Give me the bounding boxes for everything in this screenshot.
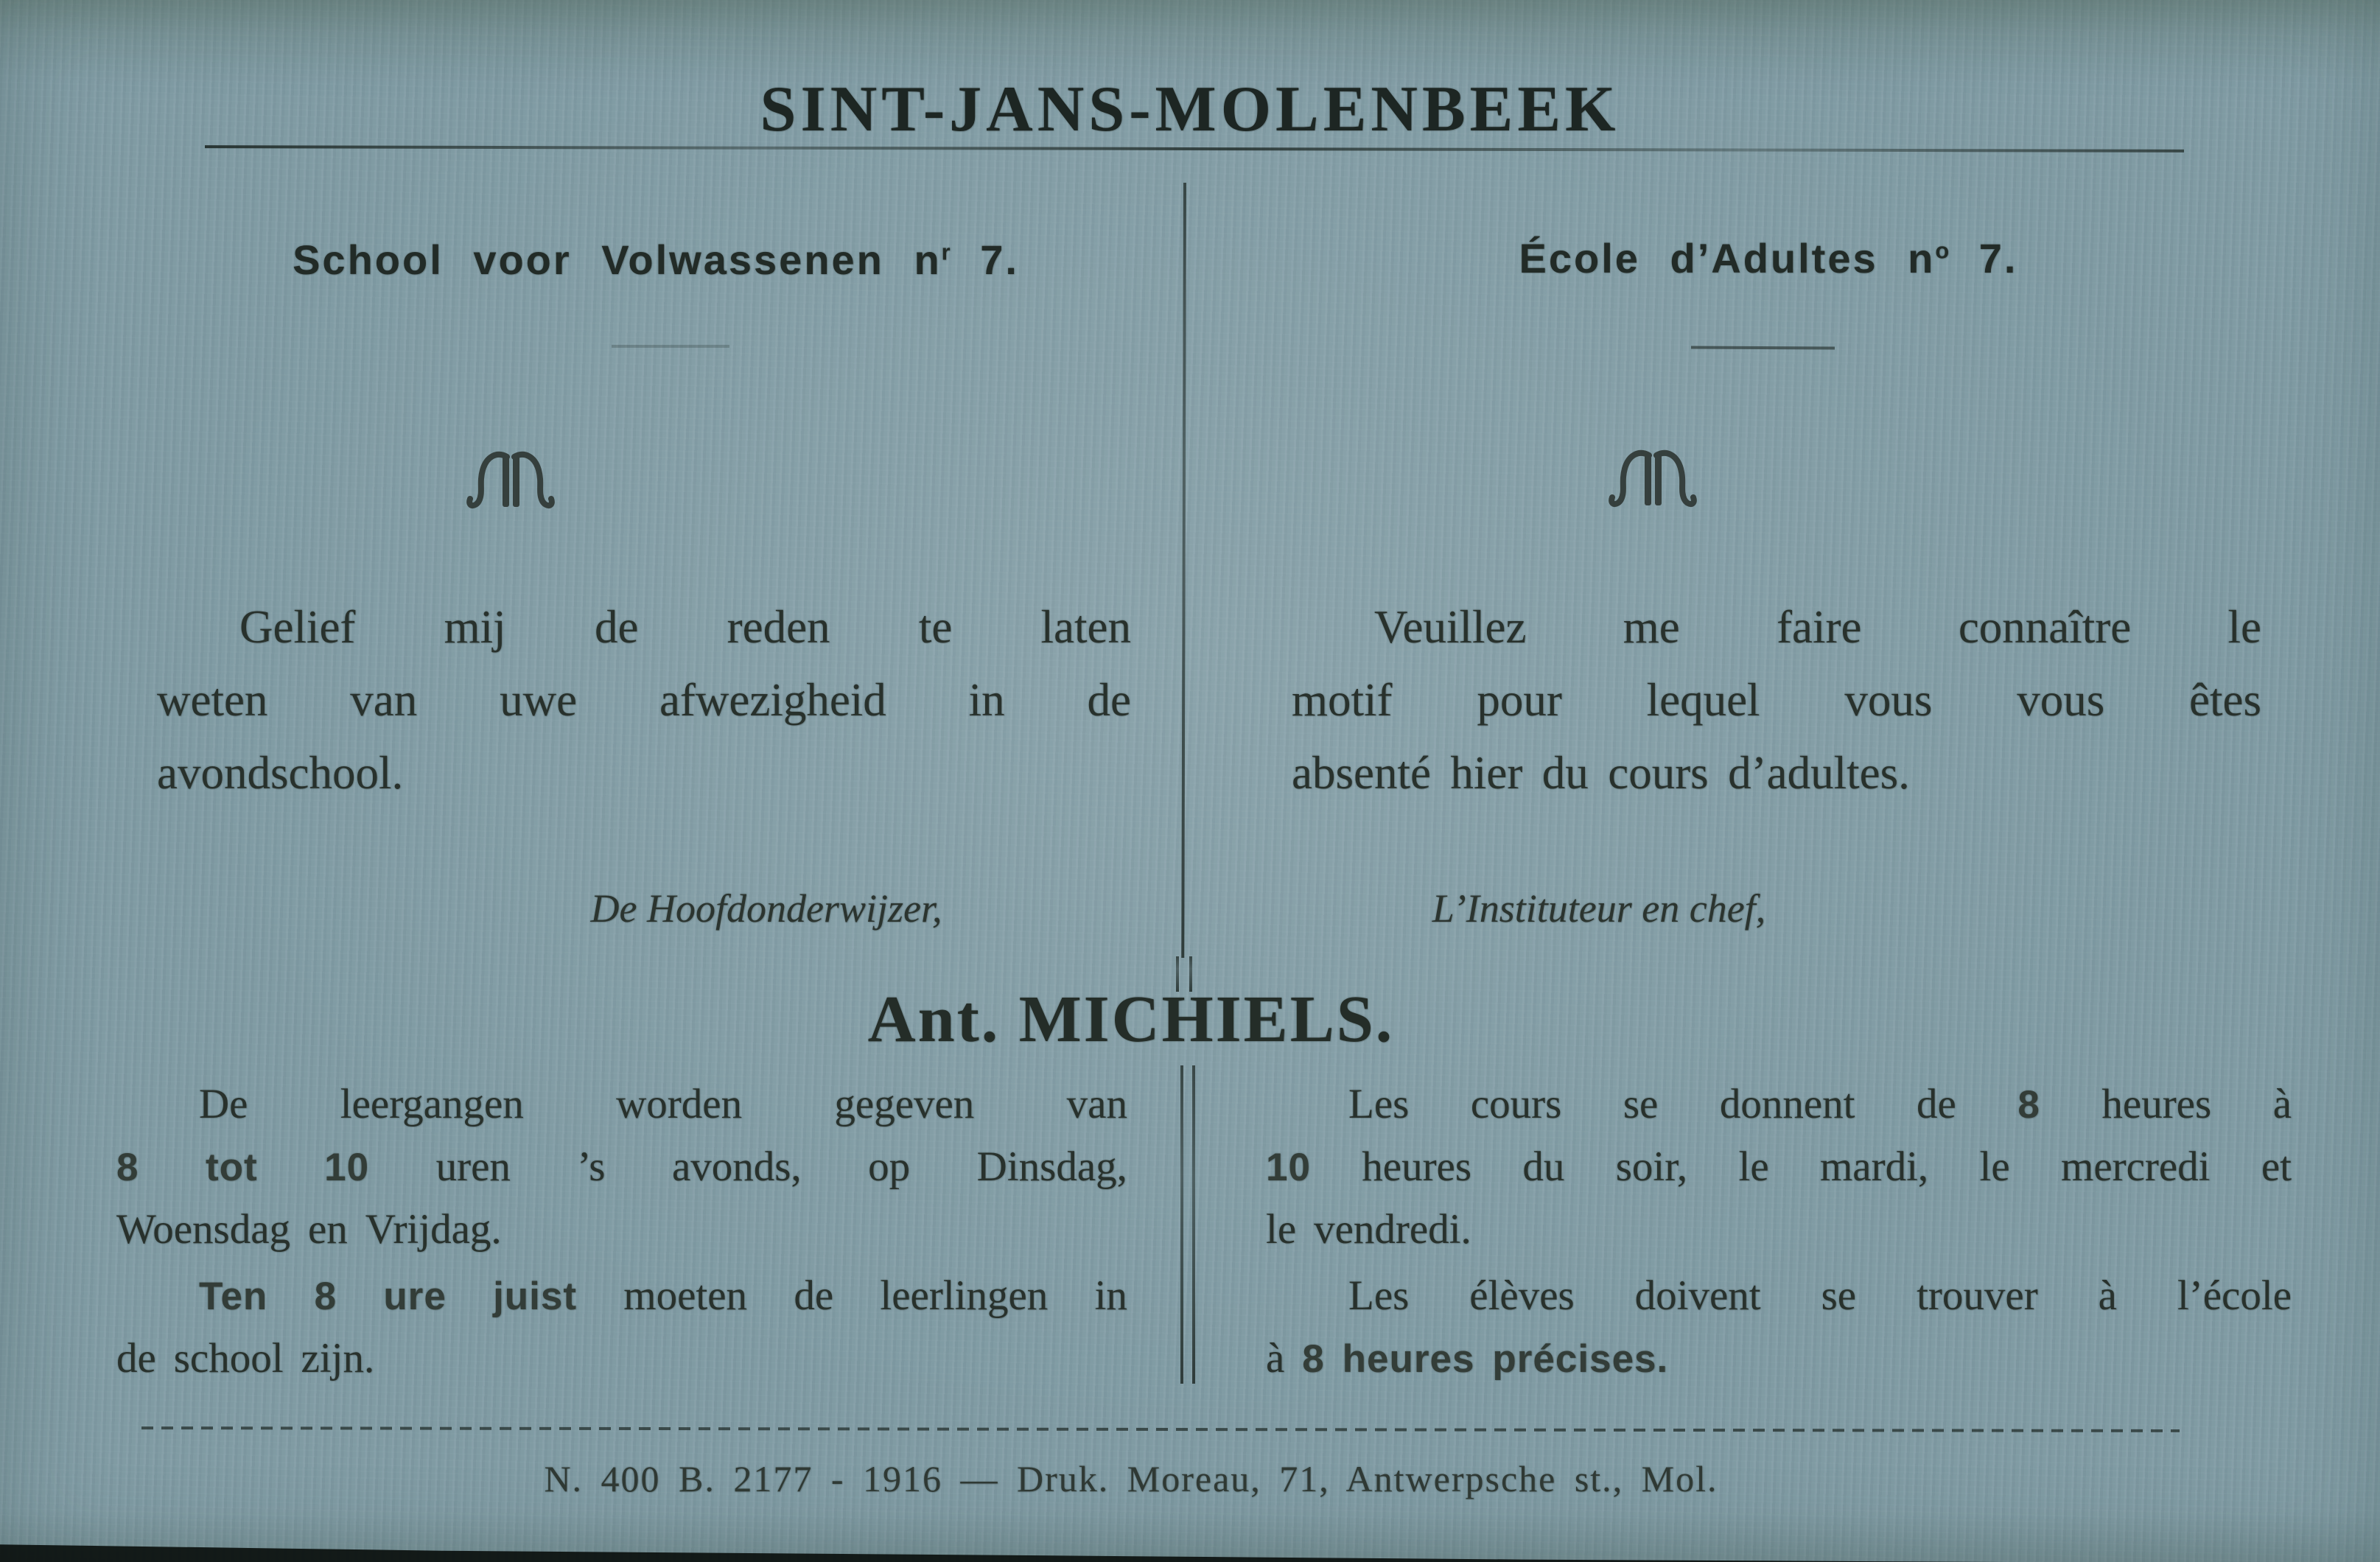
word: reden: [727, 601, 830, 653]
text-line: [116, 1272, 1127, 1334]
signature-name: Ant. MICHIELS.: [867, 983, 1395, 1056]
word: êtes: [2189, 674, 2261, 726]
word: du: [1541, 747, 1589, 799]
text-line: [157, 746, 1131, 819]
french-punctuality-paragraph: [1266, 1272, 2292, 1397]
word: ure: [383, 1275, 447, 1318]
word: cours: [1470, 1081, 1562, 1127]
word: donnent: [1719, 1081, 1855, 1127]
word: juist: [493, 1275, 578, 1318]
text-line: [1266, 1272, 2292, 1334]
word: à: [1266, 1335, 1285, 1381]
word: de: [594, 601, 639, 653]
word: vous: [2017, 674, 2105, 726]
text-line: [1266, 1080, 2292, 1143]
word: soir,: [1615, 1144, 1688, 1190]
text-line: [116, 1205, 1127, 1268]
text-line: [1266, 1143, 2292, 1205]
word: mij: [444, 601, 506, 653]
page-title: SINT-JANS-MOLENBEEK: [760, 74, 1620, 145]
text-line: [116, 1143, 1127, 1205]
word: leerlingen: [880, 1272, 1049, 1319]
word: précises.: [1492, 1337, 1669, 1381]
word: Les: [1348, 1081, 1410, 1127]
word: cours: [1608, 747, 1709, 799]
monogram-ornament-icon: [1605, 444, 1701, 517]
word: à: [2098, 1272, 2117, 1319]
dutch-header-superscript: r: [941, 239, 951, 265]
word: élèves: [1469, 1272, 1575, 1319]
dutch-signature-label: De Hoofdonderwijzer,: [590, 886, 942, 931]
scan-edge-shadow: [0, 1537, 2004, 1562]
word: Les: [1348, 1272, 1410, 1319]
word: worden: [616, 1081, 743, 1127]
word: Ten: [199, 1275, 268, 1318]
word: de: [794, 1272, 834, 1319]
word: in: [1094, 1272, 1127, 1319]
word: moeten: [623, 1272, 748, 1319]
word: se: [1623, 1081, 1659, 1127]
word: motif: [1292, 674, 1393, 726]
word: de: [1087, 674, 1131, 726]
text-line: [1266, 1334, 2292, 1397]
text-line: [1266, 1205, 2292, 1268]
word: van: [1066, 1081, 1127, 1127]
word: 8: [116, 1146, 139, 1189]
dutch-punctuality-paragraph: [116, 1272, 1127, 1397]
word: du: [1522, 1144, 1565, 1190]
word: le: [2227, 601, 2261, 653]
word: se: [1821, 1272, 1857, 1319]
word: à: [2272, 1081, 2292, 1127]
lower-column-divider-line: [1180, 1065, 1183, 1384]
word: 10: [1266, 1146, 1311, 1189]
word: l’école: [2177, 1272, 2292, 1319]
monogram-ornament-icon: [463, 445, 559, 519]
text-line: [1292, 673, 2261, 746]
word: mercredi: [2060, 1144, 2211, 1190]
word: afwezigheid: [659, 674, 886, 726]
word: in: [968, 674, 1005, 726]
french-header-number: 7.: [1949, 235, 2018, 281]
word: gegeven: [834, 1081, 975, 1127]
word: en: [307, 1206, 348, 1253]
word: uren: [435, 1144, 511, 1190]
word: doivent: [1634, 1272, 1761, 1319]
word: op: [868, 1144, 911, 1190]
word: faire: [1777, 601, 1862, 653]
dutch-header-text: School voor Volwassenen n: [293, 237, 942, 283]
word: van: [350, 674, 418, 726]
word: uwe: [500, 674, 578, 726]
word: avondschool.: [157, 747, 404, 799]
word: 8: [314, 1275, 337, 1318]
french-header-underline: [1691, 346, 1835, 349]
word: 8: [1302, 1337, 1325, 1381]
word: zijn.: [301, 1335, 375, 1381]
word: Veuillez: [1374, 601, 1527, 653]
word: 8: [2017, 1083, 2040, 1127]
word: mardi,: [1819, 1144, 1929, 1190]
word: weten: [157, 674, 268, 726]
word: et: [2261, 1144, 2292, 1190]
lower-column-divider-line: [1192, 1065, 1195, 1384]
word: trouver: [1917, 1272, 2038, 1319]
word: tot: [205, 1146, 258, 1189]
printer-imprint: N. 400 B. 2177 - 1916 — Druk. Moreau, 71, Antwerpsche st., Mol.: [544, 1458, 1718, 1499]
french-notice-paragraph: [1292, 600, 2261, 819]
dutch-header-underline: [612, 345, 729, 348]
word: connaître: [1958, 601, 2132, 653]
word: le: [1979, 1144, 2010, 1190]
word: heures: [1342, 1337, 1475, 1381]
dutch-schedule-paragraph: [116, 1080, 1127, 1268]
word: leergangen: [340, 1081, 524, 1127]
word: pour: [1477, 674, 1562, 726]
word: te: [918, 601, 953, 653]
text-line: [157, 673, 1131, 746]
dutch-notice-paragraph: [157, 600, 1131, 819]
word: me: [1623, 601, 1680, 653]
word: heures: [1362, 1144, 1472, 1190]
word: le: [1738, 1144, 1769, 1190]
word: ’s: [577, 1144, 606, 1190]
word: school: [173, 1335, 284, 1381]
word: vous: [1844, 674, 1933, 726]
word: De: [199, 1081, 248, 1127]
word: heures: [2101, 1081, 2212, 1127]
french-header-text: École d’Adultes n: [1519, 235, 1936, 281]
french-column-header: [1429, 234, 2107, 282]
footer-dotted-rule: [141, 1426, 2180, 1432]
text-line: [1292, 600, 2261, 673]
word: de: [1917, 1081, 1956, 1127]
text-line: [116, 1080, 1127, 1143]
dutch-header-number: 7.: [950, 237, 1019, 283]
word: laten: [1040, 601, 1131, 653]
french-schedule-paragraph: [1266, 1080, 2292, 1268]
word: avonds,: [671, 1144, 802, 1190]
word: Vrijdag.: [365, 1206, 502, 1253]
word: de: [116, 1335, 156, 1381]
word: Woensdag: [116, 1206, 291, 1253]
french-header-superscript: o: [1935, 237, 1950, 264]
text-line: [116, 1334, 1127, 1397]
column-divider-line: [1181, 183, 1186, 958]
dutch-column-header: [221, 236, 1091, 284]
word: absenté: [1292, 747, 1431, 799]
word: 10: [324, 1146, 370, 1189]
word: Gelief: [239, 601, 356, 653]
french-signature-label: L’Instituteur en chef,: [1432, 886, 1766, 931]
word: lequel: [1646, 674, 1760, 726]
word: Dinsdag,: [976, 1144, 1127, 1190]
word: le: [1266, 1206, 1297, 1253]
text-line: [157, 600, 1131, 673]
word: hier: [1450, 747, 1523, 799]
word: d’adultes.: [1728, 747, 1910, 799]
text-line: [1292, 746, 2261, 819]
word: vendredi.: [1314, 1206, 1471, 1253]
